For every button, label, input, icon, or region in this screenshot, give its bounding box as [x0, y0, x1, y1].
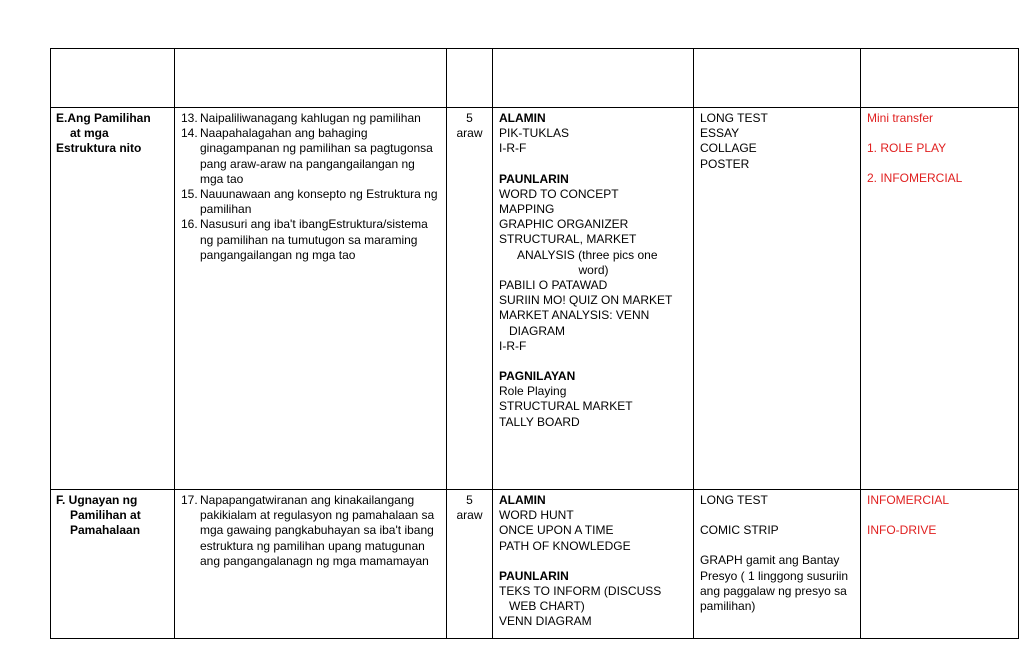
- days-count: 5: [466, 111, 473, 125]
- activity-heading-pagnilayan: PAGNILAYAN: [499, 369, 576, 384]
- topic-line: E.Ang Pamilihan: [56, 111, 151, 125]
- assessment-item: LONG TEST: [700, 493, 768, 507]
- output-cell: [861, 490, 1019, 639]
- activity-heading-paunlarin: PAUNLARIN: [499, 568, 569, 583]
- activity-item: STRUCTURAL, MARKET: [499, 232, 637, 247]
- topic-line: Pamilihan at: [70, 508, 141, 523]
- competency-number: 14.: [181, 126, 198, 141]
- output-item: 2. INFOMERCIAL: [867, 171, 963, 186]
- list-item: [181, 217, 441, 263]
- competency-cell: [175, 108, 447, 490]
- output-item: INFOMERCIAL: [867, 493, 950, 507]
- activity-heading-paunlarin: PAUNLARIN: [499, 171, 569, 186]
- activity-item: WEB CHART): [509, 599, 585, 614]
- spacer: [700, 508, 855, 523]
- competency-text: Naipaliliwanagang kahlugan ng pamilihan: [200, 111, 421, 125]
- output-item: 1. ROLE PLAY: [867, 141, 947, 156]
- competency-text: Nasusuri ang iba't ibangEstruktura/sistema ng pamilihan na tumutugon sa maraming pangangailangan ng mga tao: [200, 217, 428, 262]
- spacer: [499, 554, 688, 569]
- activity-item: TEKS TO INFORM (DISCUSS: [499, 584, 662, 599]
- topic-line: Estruktura nito: [56, 141, 142, 156]
- activity-item: MARKET ANALYSIS: VENN: [499, 308, 650, 323]
- output-item: INFO-DRIVE: [867, 523, 937, 538]
- activity-item: STRUCTURAL MARKET: [499, 399, 633, 414]
- activity-item: VENN DIAGRAM: [499, 614, 592, 629]
- activity-item: GRAPHIC ORGANIZER: [499, 217, 629, 232]
- activity-item: ANALYSIS (three pics one: [517, 247, 658, 262]
- competency-cell: [175, 490, 447, 639]
- competency-number: 13.: [181, 111, 198, 125]
- competency-number: 16.: [181, 217, 198, 232]
- activity-item: SURIIN MO! QUIZ ON MARKET: [499, 293, 673, 308]
- topic-line: F. Ugnayan ng: [56, 493, 138, 507]
- curriculum-table: [50, 48, 1019, 639]
- days-unit: araw: [456, 126, 483, 141]
- list-item: [181, 126, 441, 187]
- competency-list: [181, 111, 441, 263]
- activity-item: DIAGRAM: [509, 323, 566, 338]
- activities-cell: [493, 108, 694, 490]
- topic-line: at mga: [70, 126, 109, 141]
- spacer: [499, 157, 688, 172]
- activity-item: PABILI O PATAWAD: [499, 278, 608, 293]
- competency-text: Napapangatwiranan ang kinakailangang pakikialam at regulasyon ng pamahalaan sa mga gawaing pangkabuhayan sa iba't ibang estruktura ng pamilihan upang matugunan ang pangangalanagn ng mga mamamayan: [200, 493, 435, 568]
- activity-item: I-R-F: [499, 141, 527, 156]
- activity-item: WORD TO CONCEPT: [499, 186, 619, 201]
- activity-item: I-R-F: [499, 338, 527, 353]
- topic-line: Pamahalaan: [70, 523, 141, 538]
- assessment-cell: [694, 490, 861, 639]
- competency-number: 15.: [181, 187, 198, 202]
- assessment-cell: [694, 108, 861, 490]
- topic-cell: [51, 108, 175, 490]
- activity-item: PATH OF KNOWLEDGE: [499, 538, 631, 553]
- spacer: [700, 538, 855, 553]
- competency-number: 17.: [181, 493, 198, 507]
- activity-item: WORD HUNT: [499, 508, 574, 523]
- list-item: [181, 493, 441, 569]
- assessment-item: ESSAY: [700, 126, 740, 141]
- assessment-item: COLLAGE: [700, 141, 757, 156]
- activities-cell: [493, 490, 694, 639]
- header-cell-output: [861, 49, 1019, 108]
- table-header-row: [51, 49, 1019, 108]
- activity-heading-alamin: ALAMIN: [499, 111, 546, 125]
- spacer: [867, 156, 1013, 171]
- topic-cell: [51, 490, 175, 639]
- list-item: [181, 187, 441, 217]
- table-row: [51, 108, 1019, 490]
- activity-item: ONCE UPON A TIME: [499, 523, 614, 538]
- activity-item: PIK-TUKLAS: [499, 126, 570, 141]
- spacer: [867, 508, 1013, 523]
- spacer: [867, 126, 1013, 141]
- assessment-item: GRAPH gamit ang Bantay Presyo ( 1 linggong susuriin ang paggalaw ng presyo sa pamilihan): [700, 553, 849, 614]
- activity-item: word): [578, 262, 609, 277]
- table-row: [51, 490, 1019, 639]
- header-cell-topic: [51, 49, 175, 108]
- days-unit: araw: [456, 508, 483, 523]
- days-count: 5: [466, 493, 473, 507]
- assessment-item: POSTER: [700, 156, 750, 171]
- assessment-item: LONG TEST: [700, 111, 768, 125]
- activity-heading-alamin: ALAMIN: [499, 493, 546, 507]
- activity-item: TALLY BOARD: [499, 414, 580, 429]
- activity-item: MAPPING: [499, 202, 555, 217]
- header-cell-activities: [493, 49, 694, 108]
- header-cell-days: [447, 49, 493, 108]
- header-cell-assessment: [694, 49, 861, 108]
- list-item: [181, 111, 441, 126]
- output-item: Mini transfer: [867, 111, 934, 125]
- header-cell-competency: [175, 49, 447, 108]
- competency-list: [181, 493, 441, 569]
- activity-item: Role Playing: [499, 384, 567, 399]
- output-cell: [861, 108, 1019, 490]
- days-cell: [447, 108, 493, 490]
- competency-text: Nauunawaan ang konsepto ng Estruktura ng pamilihan: [200, 187, 438, 217]
- competency-text: Naapahalagahan ang bahaging ginagampanan ng pamilihan sa pagtugonsa pang araw-araw na pangangailangan ng mga tao: [200, 126, 433, 186]
- assessment-item: COMIC STRIP: [700, 523, 779, 538]
- spacer: [499, 354, 688, 369]
- days-cell: [447, 490, 493, 639]
